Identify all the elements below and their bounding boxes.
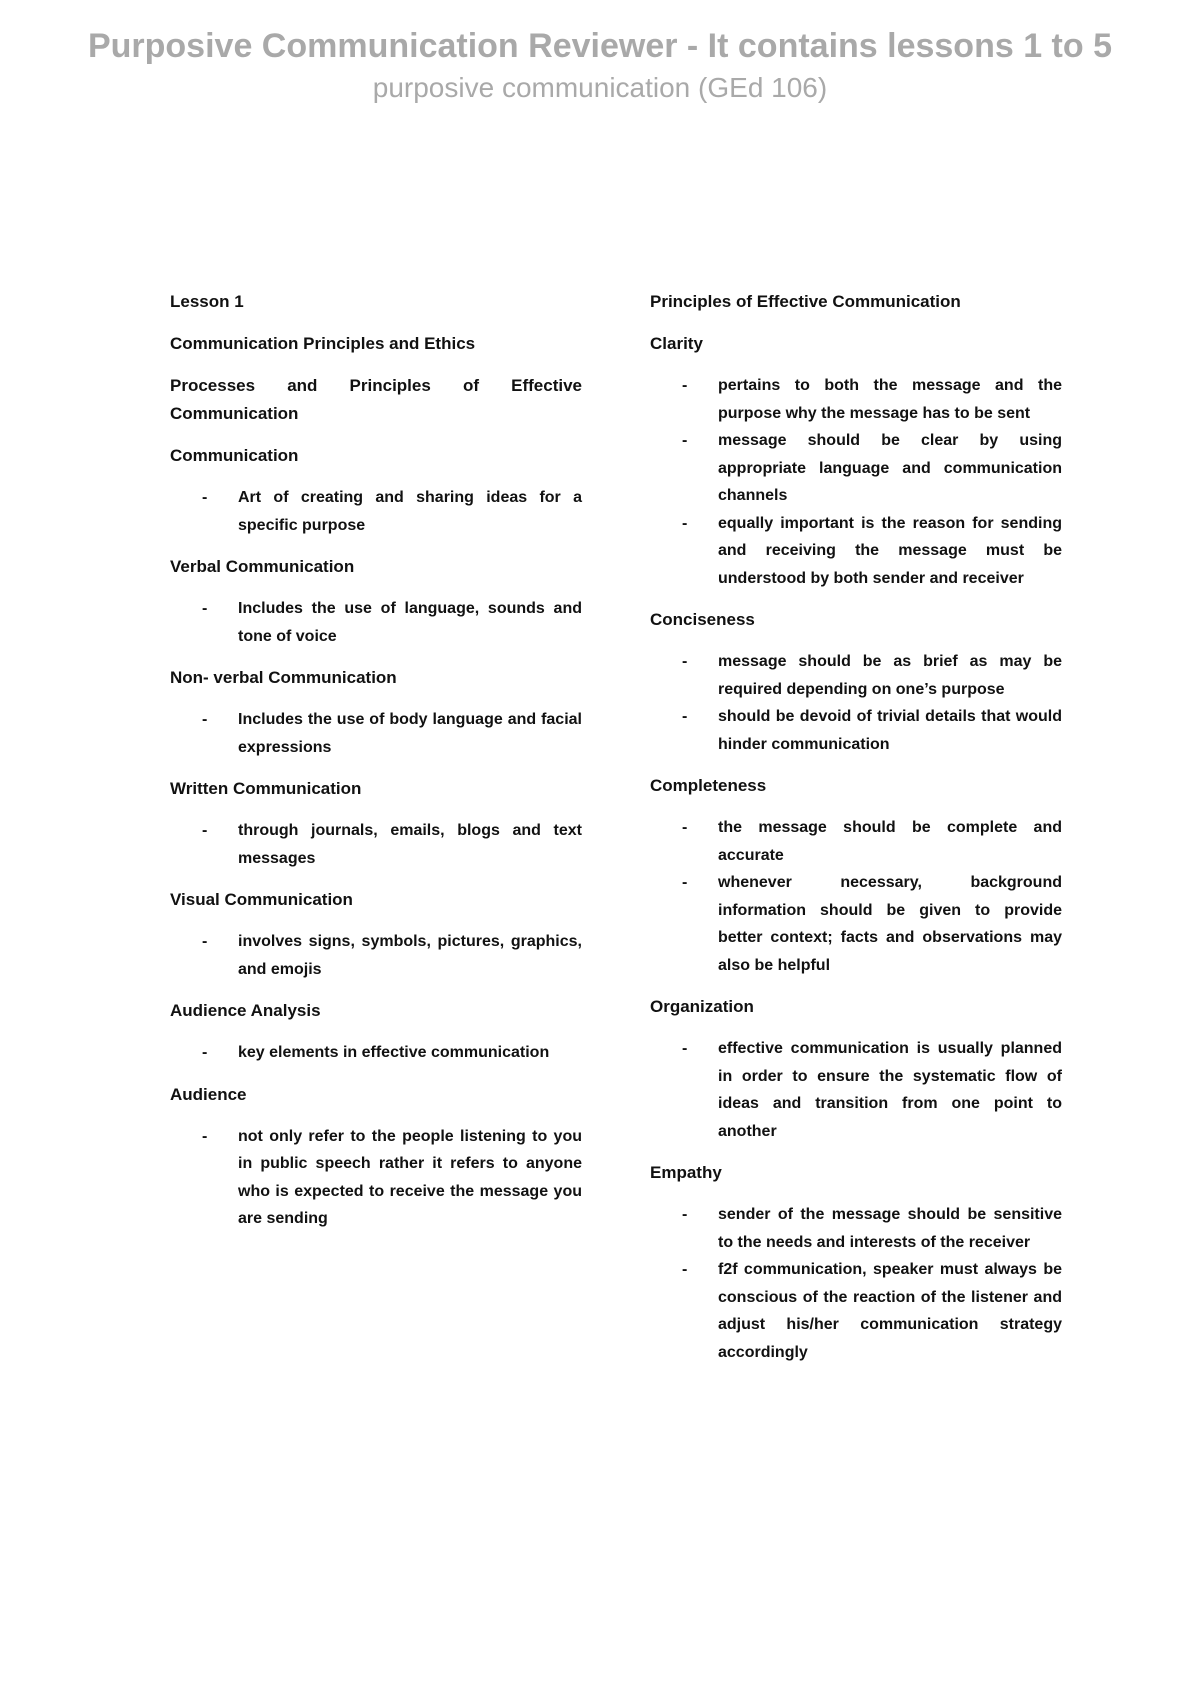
topic-heading: Non- verbal Communication [170,668,397,687]
list-item-text: the message should be complete and accurate [718,819,1062,864]
bullet-list [650,1201,1062,1366]
topic-heading: Organization [650,997,754,1016]
topic-heading: Verbal Communication [170,557,355,576]
list-item [650,869,1062,979]
bullet-dash: - [682,708,688,725]
list-item [170,817,582,872]
bullet-list [650,1035,1062,1145]
list-item-text: effective communication is usually planned in order to ensure the systematic flow of ideas and transition from one point to another [718,1040,1062,1140]
bullet-list [170,1039,582,1067]
bullet-list [170,706,582,761]
list-item-text: Art of creating and sharing ideas for a specific purpose [238,489,582,534]
list-item [650,814,1062,869]
topic-heading: Empathy [650,1163,722,1182]
list-item-text: sender of the message should be sensitive to the needs and interests of the receiver [718,1206,1062,1251]
list-item [170,928,582,983]
bullet-list [650,372,1062,592]
bullet-dash: - [682,432,688,449]
bullet-dash: - [202,933,208,950]
list-item-text: message should be as brief as may be required depending on one’s purpose [718,653,1062,698]
bullet-dash: - [202,822,208,839]
list-item [650,1201,1062,1256]
list-item [650,427,1062,510]
list-item-text: Includes the use of language, sounds and tone of voice [238,600,582,645]
subsection-title: Processes and Principles of Effective Communication [170,376,582,423]
topic-heading: Clarity [650,334,703,353]
topic-heading: Conciseness [650,610,755,629]
list-item [650,648,1062,703]
list-item [170,706,582,761]
right-column [650,288,1062,1380]
list-item-text: equally important is the reason for sending and receiving the message must be understood by both sender and receiver [718,514,1062,587]
topic-heading: Audience Analysis [170,1001,321,1020]
topic-heading: Written Communication [170,779,362,798]
list-item [650,510,1062,593]
list-item [650,1035,1062,1145]
list-item-text: message should be clear by using appropriate language and communication channels [718,432,1062,504]
section-title: Communication Principles and Ethics [170,334,476,353]
bullet-dash: - [682,514,688,532]
lesson-label: Lesson 1 [170,292,244,311]
bullet-dash: - [682,653,688,670]
document-subtitle: purposive communication (GEd 106) [372,72,828,103]
list-item [650,703,1062,758]
left-column [170,288,582,1247]
bullet-list [170,928,582,983]
bullet-dash: - [202,1127,208,1145]
bullet-list [650,648,1062,758]
list-item-text: key elements in effective communication [238,1044,550,1061]
list-item-text: should be devoid of trivial details that would hinder communication [718,708,1062,753]
bullet-dash: - [682,819,688,836]
list-item-text: f2f communication, speaker must always be conscious of the reaction of the listener and adjust his/her communication strategy accordingly [718,1261,1062,1361]
document-title: Purposive Communication Reviewer - It contains lessons 1 to 5 [87,27,1113,65]
list-item [650,372,1062,427]
list-item-text: whenever necessary, background information should be given to provide better context; facts and observations may also be helpful [718,874,1062,974]
list-item-text: involves signs, symbols, pictures, graphics, and emojis [238,933,582,978]
bullet-dash: - [682,1206,688,1223]
bullet-dash: - [682,377,688,394]
bullet-dash: - [682,874,688,891]
section-title: Principles of Effective Communication [650,292,961,311]
bullet-dash: - [202,1044,208,1061]
topic-heading: Completeness [650,776,767,795]
bullet-dash: - [202,711,208,728]
bullet-list [170,817,582,872]
bullet-list [170,484,582,539]
list-item-text: through journals, emails, blogs and text messages [238,822,582,867]
document-header [0,24,1200,106]
topic-heading: Visual Communication [170,890,353,909]
list-item [170,484,582,539]
bullet-list [650,814,1062,979]
list-item [170,1123,582,1233]
list-item [650,1256,1062,1366]
bullet-list [170,1123,582,1233]
list-item-text: Includes the use of body language and facial expressions [238,711,582,756]
list-item [170,1039,582,1067]
topic-heading: Communication [170,446,299,465]
bullet-dash: - [202,489,208,506]
list-item [170,595,582,650]
bullet-dash: - [682,1040,688,1057]
bullet-dash: - [682,1261,688,1278]
bullet-list [170,595,582,650]
list-item-text: not only refer to the people listening to you in public speech rather it refers to anyone who is expected to receive the message you are sending [238,1127,582,1227]
bullet-dash: - [202,600,208,617]
list-item-text: pertains to both the message and the purpose why the message has to be sent [718,377,1062,422]
topic-heading: Audience [170,1084,247,1104]
